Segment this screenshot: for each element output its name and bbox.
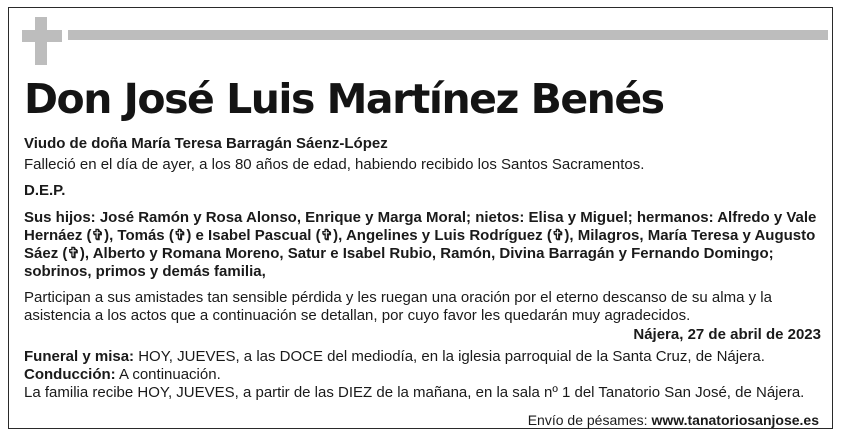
widow-line: Viudo de doña María Teresa Barragán Sáenz-López — [24, 135, 388, 152]
funeral-label: Funeral y misa: — [24, 348, 135, 365]
announcement-paragraph: Participan a sus amistades tan sensible pérdida y les ruegan una oración por el eterno descanso de su alma y la asistencia a los actos que a continuación se detallan, por cuyo favor les quedarán muy agradecidos. — [24, 289, 772, 324]
relatives-paragraph: Sus hijos: José Ramón y Rosa Alonso, Enrique y Marga Moral; nietos: Elisa y Miguel; hermanos: Alfredo y Vale Hernáez (✞), Tomás (✞) e Isabel Pascual (✞), Angelines y Luis Rodríguez (✞), Milagros, María Teresa y Augusto Sáez (✞), Alberto y Romana Moreno, Satur e Isabel Rubio, Ramón, Divina Barragán y Fernando Domingo; sobrinos, primos y demás familia, — [24, 209, 817, 280]
condolences-label: Envío de pésames: — [527, 412, 652, 428]
funeral-line — [24, 348, 824, 366]
condolences-line — [528, 412, 819, 428]
family-reception-line: La familia recibe HOY, JUEVES, a partir de las DIEZ de la mañana, en la sala nº 1 del Tanatorio San José, de Nájera. — [24, 384, 805, 401]
procession-text: A continuación. — [115, 366, 221, 383]
cross-icon — [22, 17, 64, 65]
place-date: Nájera, 27 de abril de 2023 — [633, 326, 821, 343]
death-notice-line: Falleció en el día de ayer, a los 80 años de edad, habiendo recibido los Santos Sacramentos. — [24, 156, 645, 173]
procession-label: Conducción: — [24, 366, 116, 383]
funeral-text: HOY, JUEVES, a las DOCE del mediodía, en la iglesia parroquial de la Santa Cruz, de Nájera. — [134, 348, 765, 365]
header-rule — [68, 30, 828, 40]
condolences-url[interactable]: www.tanatoriosanjose.es — [651, 412, 819, 428]
deceased-name: Don José Luis Martínez Benés — [24, 75, 664, 123]
procession-line — [24, 366, 824, 384]
dep-line: D.E.P. — [24, 182, 66, 199]
